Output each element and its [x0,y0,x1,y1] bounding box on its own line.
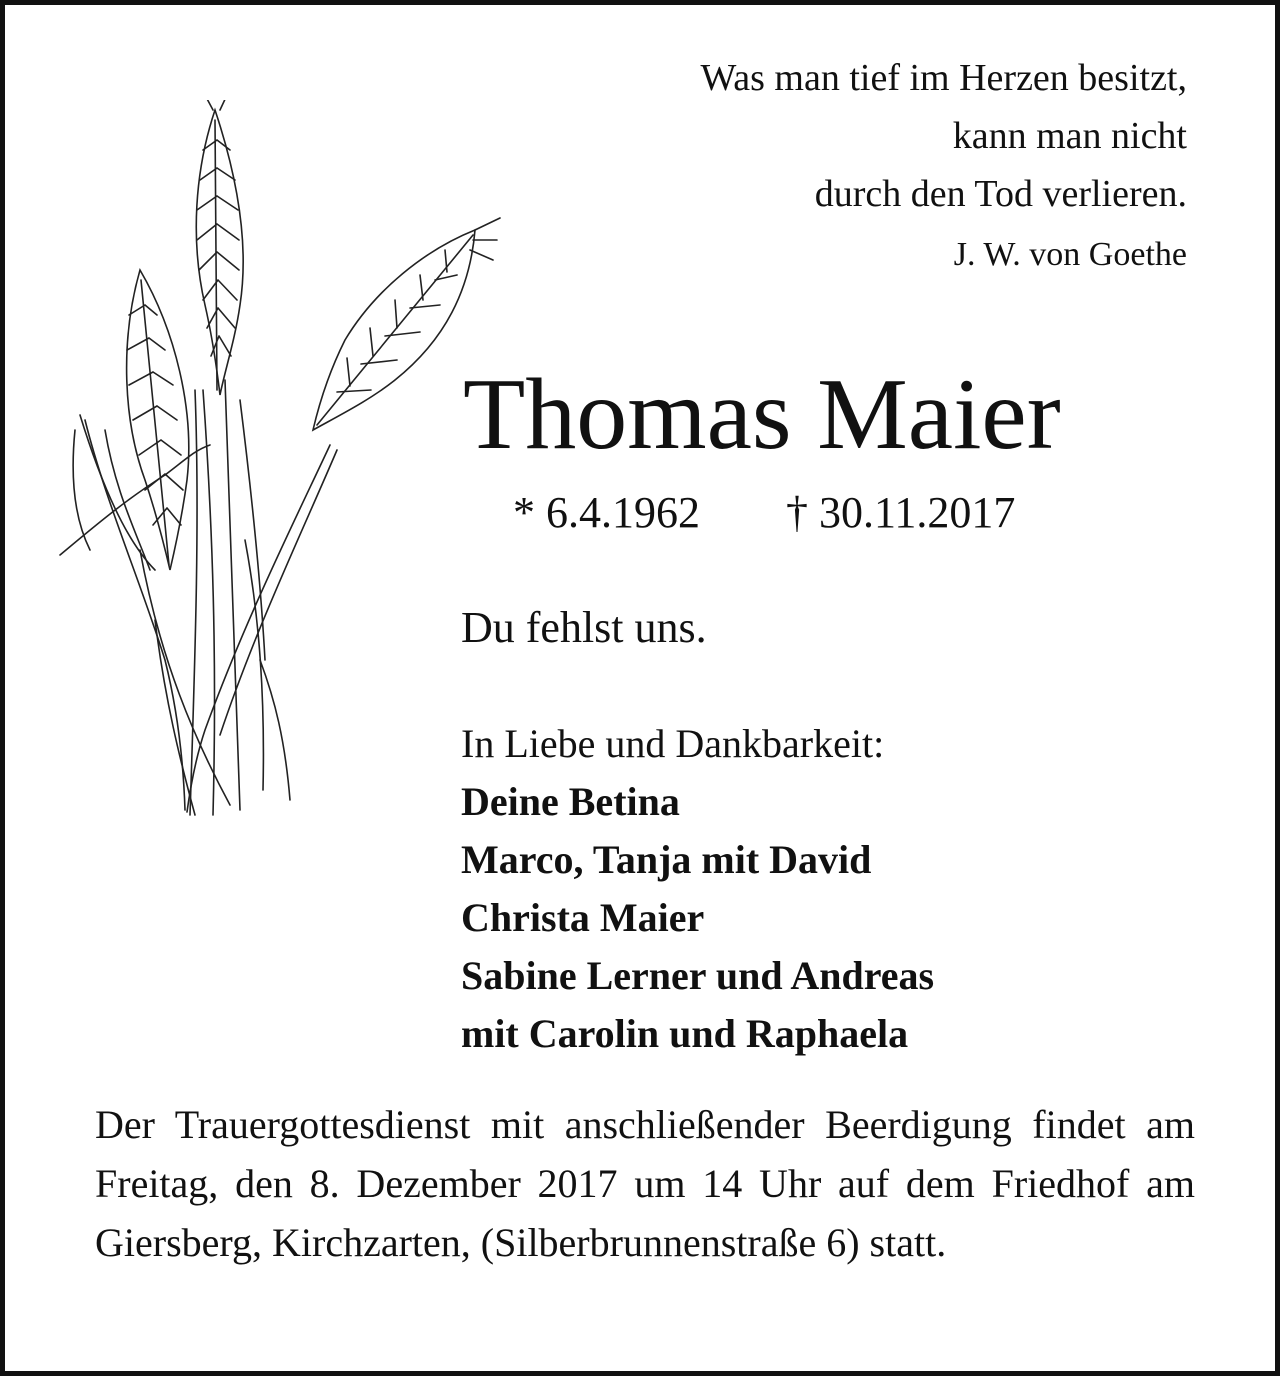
signer-name: Sabine Lerner und Andreas [461,953,935,998]
quote-line: kann man nicht [952,115,1187,157]
quote-author: J. W. von Goethe [953,236,1187,273]
signers-block [461,715,934,1063]
signer-name: Christa Maier [461,895,705,940]
quote-line: Was man tief im Herzen besitzt, [700,57,1187,99]
goethe-quote [700,49,1187,287]
signers-intro: In Liebe und Dankbarkeit: [461,721,885,766]
life-dates [513,485,1015,541]
death-date: † 30.11.2017 [786,488,1016,537]
signer-name: mit Carolin und Raphaela [461,1011,909,1056]
message: Du fehlst uns. [461,603,707,652]
quote-line: durch den Tod verlieren. [814,173,1187,215]
deceased-name: Thomas Maier [463,358,1061,471]
signer-name: Marco, Tanja mit David [461,837,872,882]
wheat-ears-icon [45,100,505,830]
signer-name: Deine Betina [461,779,680,824]
birth-date: * 6.4.1962 [513,488,700,537]
funeral-service-info: Der Trauergottesdienst mit anschließender Beerdigung findet am Freitag, den 8. Dezember 2017 um 14 Uhr auf dem Friedhof am Giersberg, Kirchzarten, (Silberbrunnenstraße 6) statt. [95,1102,1195,1265]
